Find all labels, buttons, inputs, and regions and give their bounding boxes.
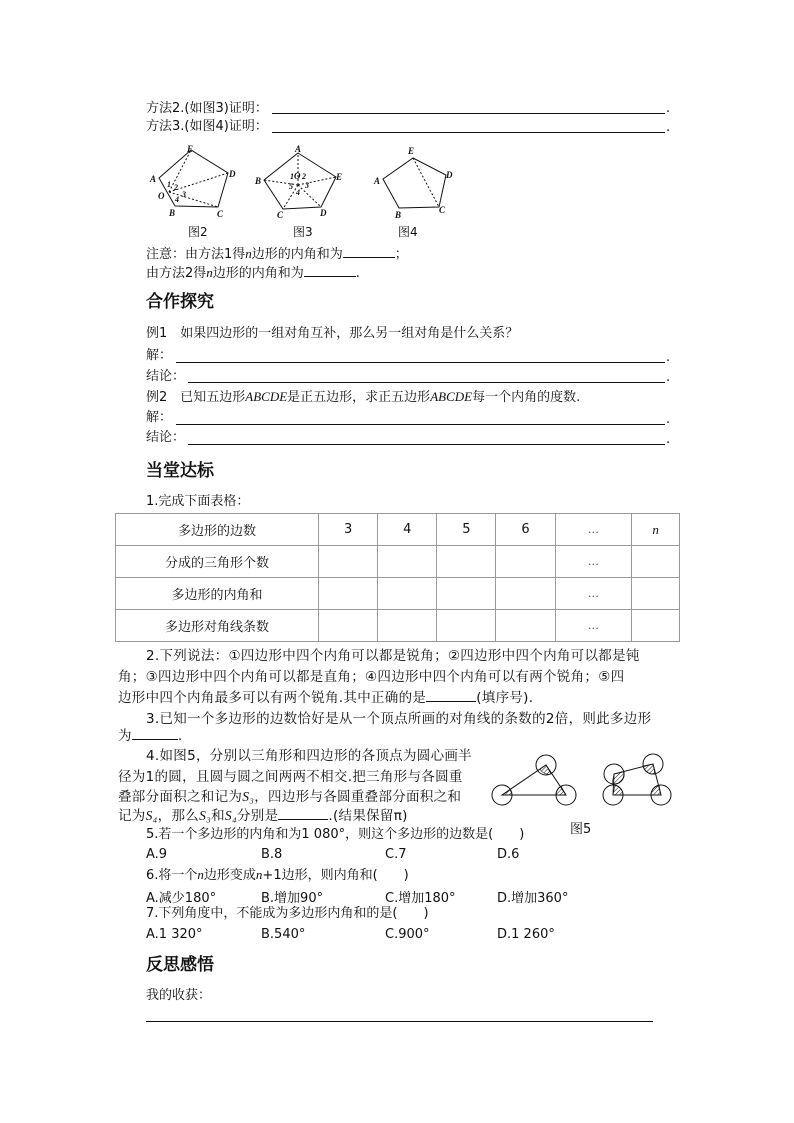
svg-text:3: 3 [182,190,186,199]
svg-text:O: O [294,171,301,181]
svg-text:C: C [277,210,284,220]
example2-conclusion-label: 结论： [146,430,186,445]
table-header-cell: 3 [319,514,378,546]
table-row-label: 多边形对角线条数 [116,610,319,642]
q7-option-b[interactable]: B.540° [261,927,306,942]
note-line-1: 注意：由方法1得n边形的内角和为 ； [146,246,408,262]
section-title-practice: 当堂达标 [146,461,214,481]
table-row-label: 分成的三角形个数 [116,546,319,578]
example1-solution-label: 解： [146,348,173,363]
example1-solution-line[interactable] [176,362,665,363]
example-1: 例1 如果四边形的一组对角互补，那么另一组对角是什么关系？ [146,326,519,341]
question-2-line-3: 边形中四个内角最多可以有两个锐角.其中正确的是 (填序号). [118,690,534,706]
note-line-2: 由方法2得n边形的内角和为 . [146,265,360,281]
svg-text:2: 2 [302,172,306,181]
q5-option-c[interactable]: C.7 [385,847,407,862]
table-cell[interactable] [632,610,680,642]
example-2: 例2 已知五边形ABCDE是正五边形，求正五边形ABCDE每一个内角的度数. [146,389,581,405]
example2-conclusion-line[interactable] [188,444,665,445]
figure-2-caption: 图2 [188,225,208,239]
question-3-line-2: 为 . [118,728,183,744]
figure-3-caption: 图3 [293,225,313,239]
svg-text:E: E [336,172,343,182]
note-blank-1[interactable] [343,245,395,258]
example2-solution-line[interactable] [176,424,665,425]
question-1: 1.完成下面表格： [146,494,250,509]
gain-answer-line[interactable] [146,1021,653,1022]
table-cell: … [555,578,632,610]
table-row [116,578,680,610]
table-cell[interactable] [378,578,437,610]
note-blank-2[interactable] [304,264,356,277]
table-cell[interactable] [319,610,378,642]
question-5: 5.若一个多边形的内角和为1 080°，则这个多边形的边数是( ) [146,827,525,842]
method2-line [146,101,268,117]
table-cell[interactable] [378,610,437,642]
table-header-cell: 5 [437,514,496,546]
q7-option-a[interactable]: A.1 320° [146,927,203,942]
svg-text:C: C [439,205,446,215]
question-2-line-1: 2.下列说法：①四边形中四个内角可以都是锐角；②四边形中四个内角可以都是钝 [146,648,640,664]
figure-5-diagram [478,745,683,815]
example1-conclusion-label: 结论： [146,369,186,384]
svg-text:B: B [169,208,176,218]
svg-text:1: 1 [290,172,294,181]
method2-answer-line[interactable] [272,113,665,114]
q5-option-d[interactable]: D.6 [497,847,520,862]
method3-answer-line[interactable] [272,132,665,133]
gain-label: 我的收获： [146,988,212,1003]
table-cell[interactable] [378,546,437,578]
table-row [116,610,680,642]
question-3-line-1: 3.已知一个多边形的边数恰好是从一个顶点所画的对角线的条数的2倍，则此多边形 [146,711,652,727]
table-header-cell: 4 [378,514,437,546]
figure-2-diagram [149,144,236,219]
svg-text:D: D [320,208,327,218]
table-header-cell: 6 [496,514,555,546]
example2-solution-label: 解： [146,410,173,425]
table-cell[interactable] [496,578,555,610]
figure-4-diagram [373,146,453,220]
question-4-blank[interactable] [278,807,328,820]
pentagon-figures [140,140,470,240]
table-cell[interactable] [437,546,496,578]
svg-text:A: A [150,174,157,184]
svg-text:3: 3 [305,181,309,190]
method3-line [146,119,268,135]
svg-text:5: 5 [289,182,293,191]
q6-option-b[interactable]: B.增加90° [261,891,324,906]
q6-option-c[interactable]: C.增加180° [385,891,456,906]
svg-text:A: A [374,176,381,186]
svg-text:4: 4 [175,195,179,204]
table-cell[interactable] [496,610,555,642]
question-3-blank[interactable] [132,727,178,740]
q7-option-c[interactable]: C.900° [385,927,430,942]
question-2-line-2: 角；③四边形中四个内角可以都是直角；④四边形中四个内角可以有两个锐角；⑤四 [118,669,625,685]
svg-text:C: C [217,209,224,219]
example1-conclusion-line[interactable] [188,382,665,383]
question-7: 7.下列角度中，不能成为多边形内角和的是( ) [146,906,429,921]
q5-option-b[interactable]: B.8 [261,847,283,862]
table-row-label: 多边形的内角和 [116,578,319,610]
table-cell[interactable] [437,610,496,642]
table-cell[interactable] [496,546,555,578]
table-cell: … [555,546,632,578]
svg-text:D: D [446,170,453,180]
method2-label: 方法2.(如图3)证明： [146,101,268,116]
figure-5-caption: 图5 [570,822,592,837]
table-header-cell: 多边形的边数 [116,514,319,546]
polygon-table [115,513,680,642]
question-6: 6.将一个n边形变成n+1边形，则内角和( ) [146,867,409,883]
q5-option-a[interactable]: A.9 [146,847,168,862]
q7-option-d[interactable]: D.1 260° [497,927,555,942]
svg-text:B: B [255,176,262,186]
svg-text:2: 2 [174,183,178,192]
svg-text:1: 1 [167,180,171,189]
question-4-line-2: 径为1的圆，且圆与圆之间两两不相交.把三角形与各圆重 [118,769,463,785]
svg-text:4: 4 [296,188,300,197]
question-4-line-4: 记为S₄，那么S₃和S₄分别是 .(结果保留π) [118,808,408,824]
section-title-reflect: 反思感悟 [146,955,214,975]
table-cell[interactable] [437,578,496,610]
svg-text:E: E [408,146,415,156]
svg-text:E: E [187,144,194,154]
svg-text:D: D [229,169,236,179]
figure-3-diagram [254,144,342,220]
q6-option-d[interactable]: D.增加360° [497,891,569,906]
table-cell[interactable] [632,546,680,578]
table-cell[interactable] [632,578,680,610]
table-cell[interactable] [319,546,378,578]
svg-text:A: A [295,144,302,154]
question-4-line-3: 叠部分面积之和记为S₃，四边形与各圆重叠部分面积之和 [118,789,462,805]
section-title-cooperate: 合作探究 [146,292,214,312]
figure-4-caption: 图4 [398,225,418,239]
table-row [116,546,680,578]
question-2-blank[interactable] [426,689,476,702]
table-header-cell: n [632,514,680,546]
table-cell[interactable] [319,578,378,610]
method3-label: 方法3.(如图4)证明： [146,119,268,134]
table-cell: … [555,610,632,642]
table-header-row [116,514,680,546]
svg-text:O: O [158,191,165,201]
table-header-cell: … [555,514,632,546]
question-4-line-1: 4.如图5，分别以三角形和四边形的各顶点为圆心画半 [146,748,472,764]
svg-text:B: B [395,210,402,220]
q6-option-a[interactable]: A.减少180° [146,891,217,906]
